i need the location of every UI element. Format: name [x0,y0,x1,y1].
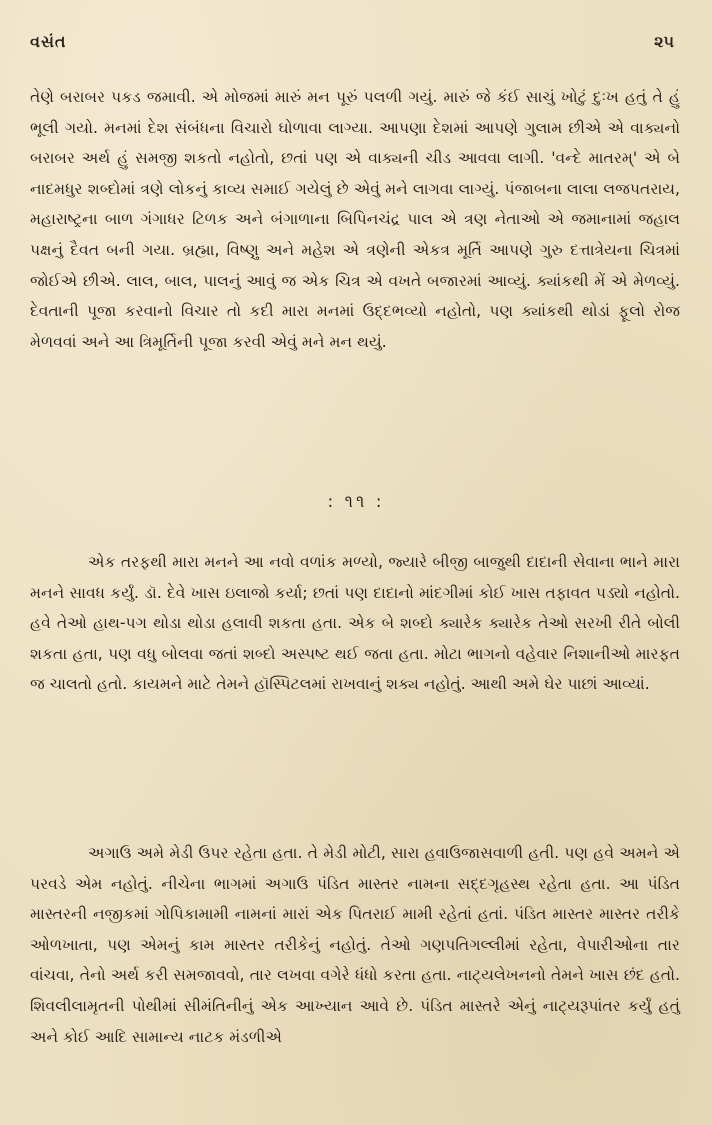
section-number: : ૧૧ : [327,492,385,512]
running-head: વસંત [30,32,67,51]
page-header [22,32,674,60]
paragraph: એક તરફથી મારા મનને આ નવો વળાંક મળ્યો, જ્યારે બીજી બાજુથી દાદાની સેવાના ભાને મારા મનને સાવધ કર્યું. ડૉ. દેવે ખાસ ઇલાજો કર્યા; છતાં પણ દાદાનો માંદગીમાં કોઈ ખાસ તફાવત પડ્યો નહોતો. હવે તેઓ હાથ-પગ થોડા થોડા હલાવી શકતા હતા. એક બે શબ્દો ક્યારેક ક્યારેક તેઓ સરખી રીતે બોલી શકતા હતા, પણ વધુ બોલવા જતાં શબ્દો અસ્પષ્ટ થઈ જતા હતા. મોટા ભાગનો વહેવાર નિશાનીઓ મારફત જ ચાલતો હતો. કાયમને માટે તેમને હૉસ્પિટલમાં રાખવાનું શક્ય નહોતું. આથી અમે ઘેર પાછાં આવ્યાં. [30,553,680,694]
paragraph: તેણે બરાબર પકડ જમાવી. એ મોજમાં મારું મન પૂરું પલળી ગયું. મારું જે કંઈ સાચું ખોટું દુઃખ હતું તે હું ભૂલી ગયો. મનમાં દેશ સંબંધના વિચારો ઘોળાવા લાગ્યા. આપણા દેશમાં આપણે ગુલામ છીએ એ વાક્યનો બરાબર અર્થ હું સમજી શકતો નહોતો, છતાં પણ એ વાક્યની ચીડ આવવા લાગી. 'વન્દે માતરમ્' એ બે નાદમધુર શબ્દોમાં ત્રણે લોકનું કાવ્ય સમાઈ ગયેલું છે એવું મને લાગવા લાગ્યું. પંજાબના લાલા લજપતરાય, મહારાષ્ટ્રના બાળ ગંગાધર ટિળક અને બંગાળાના બિપિનચંદ્ર પાલ એ ત્રણ નેતાઓ એ જમાનામાં જહાલ પક્ષનું દૈવત બની ગયા. બ્રહ્મા, વિષ્ણુ અને મહેશ એ ત્રણેની એકત્ર મૂર્તિ આપણે ગુરુ દત્તાત્રેયના ચિત્રમાં જોઈએ છીએ. લાલ, બાલ, પાલનું આવું જ એક ચિત્ર એ વખતે બજારમાં આવ્યું. ક્યાંકથી મેં એ મેળવ્યું. દેવતાની પૂજા કરવાનો વિચાર તો કદી મારા મનમાં ઉદ્દભવ્યો નહોતો, પણ ક્યાંકથી થોડાં ફૂલો રોજ મેળવવાં અને આ ત્રિમૂર્તિની પૂજા કરવી એવું મને મન થયું. [30,88,680,351]
paragraph: અગાઉ અમે મેડી ઉપર રહેતા હતા. તે મેડી મોટી, સારા હવાઉજાસવાળી હતી. પણ હવે અમને એ પરવડે એમ નહોતું. નીચેના ભાગમાં અગાઉ પંડિત માસ્તર નામના સદ્દગૃહસ્થ રહેતા હતા. આ પંડિત માસ્તરની નજીકમાં ગોપિકામામી નામનાં મારાં એક પિતરાઈ મામી રહેતાં હતાં. પંડિત માસ્તર માસ્તર તરીકે ઓળખાતા, પણ એમનું કામ માસ્તર તરીકેનું નહોતું. તેઓ ગણપતિગલ્લીમાં રહેતા, વેપારીઓના તાર વાંચવા, તેનો અર્થ કરી સમજાવવો, તાર લખવા વગેરે ધંધો કરતા હતા. નાટ્યલેખનનો તેમને ખાસ છંદ હતો. શિવલીલામૃતની પોથીમાં સીમંતિનીનું એક આખ્યાન આવે છે. પંડિત માસ્તરે એનું નાટ્યરૂપાંતર કર્યું હતું અને કોઈ આદિ સામાન્ય નાટક મંડળીએ [30,844,680,1046]
page-number: ૨૫ [654,32,674,51]
